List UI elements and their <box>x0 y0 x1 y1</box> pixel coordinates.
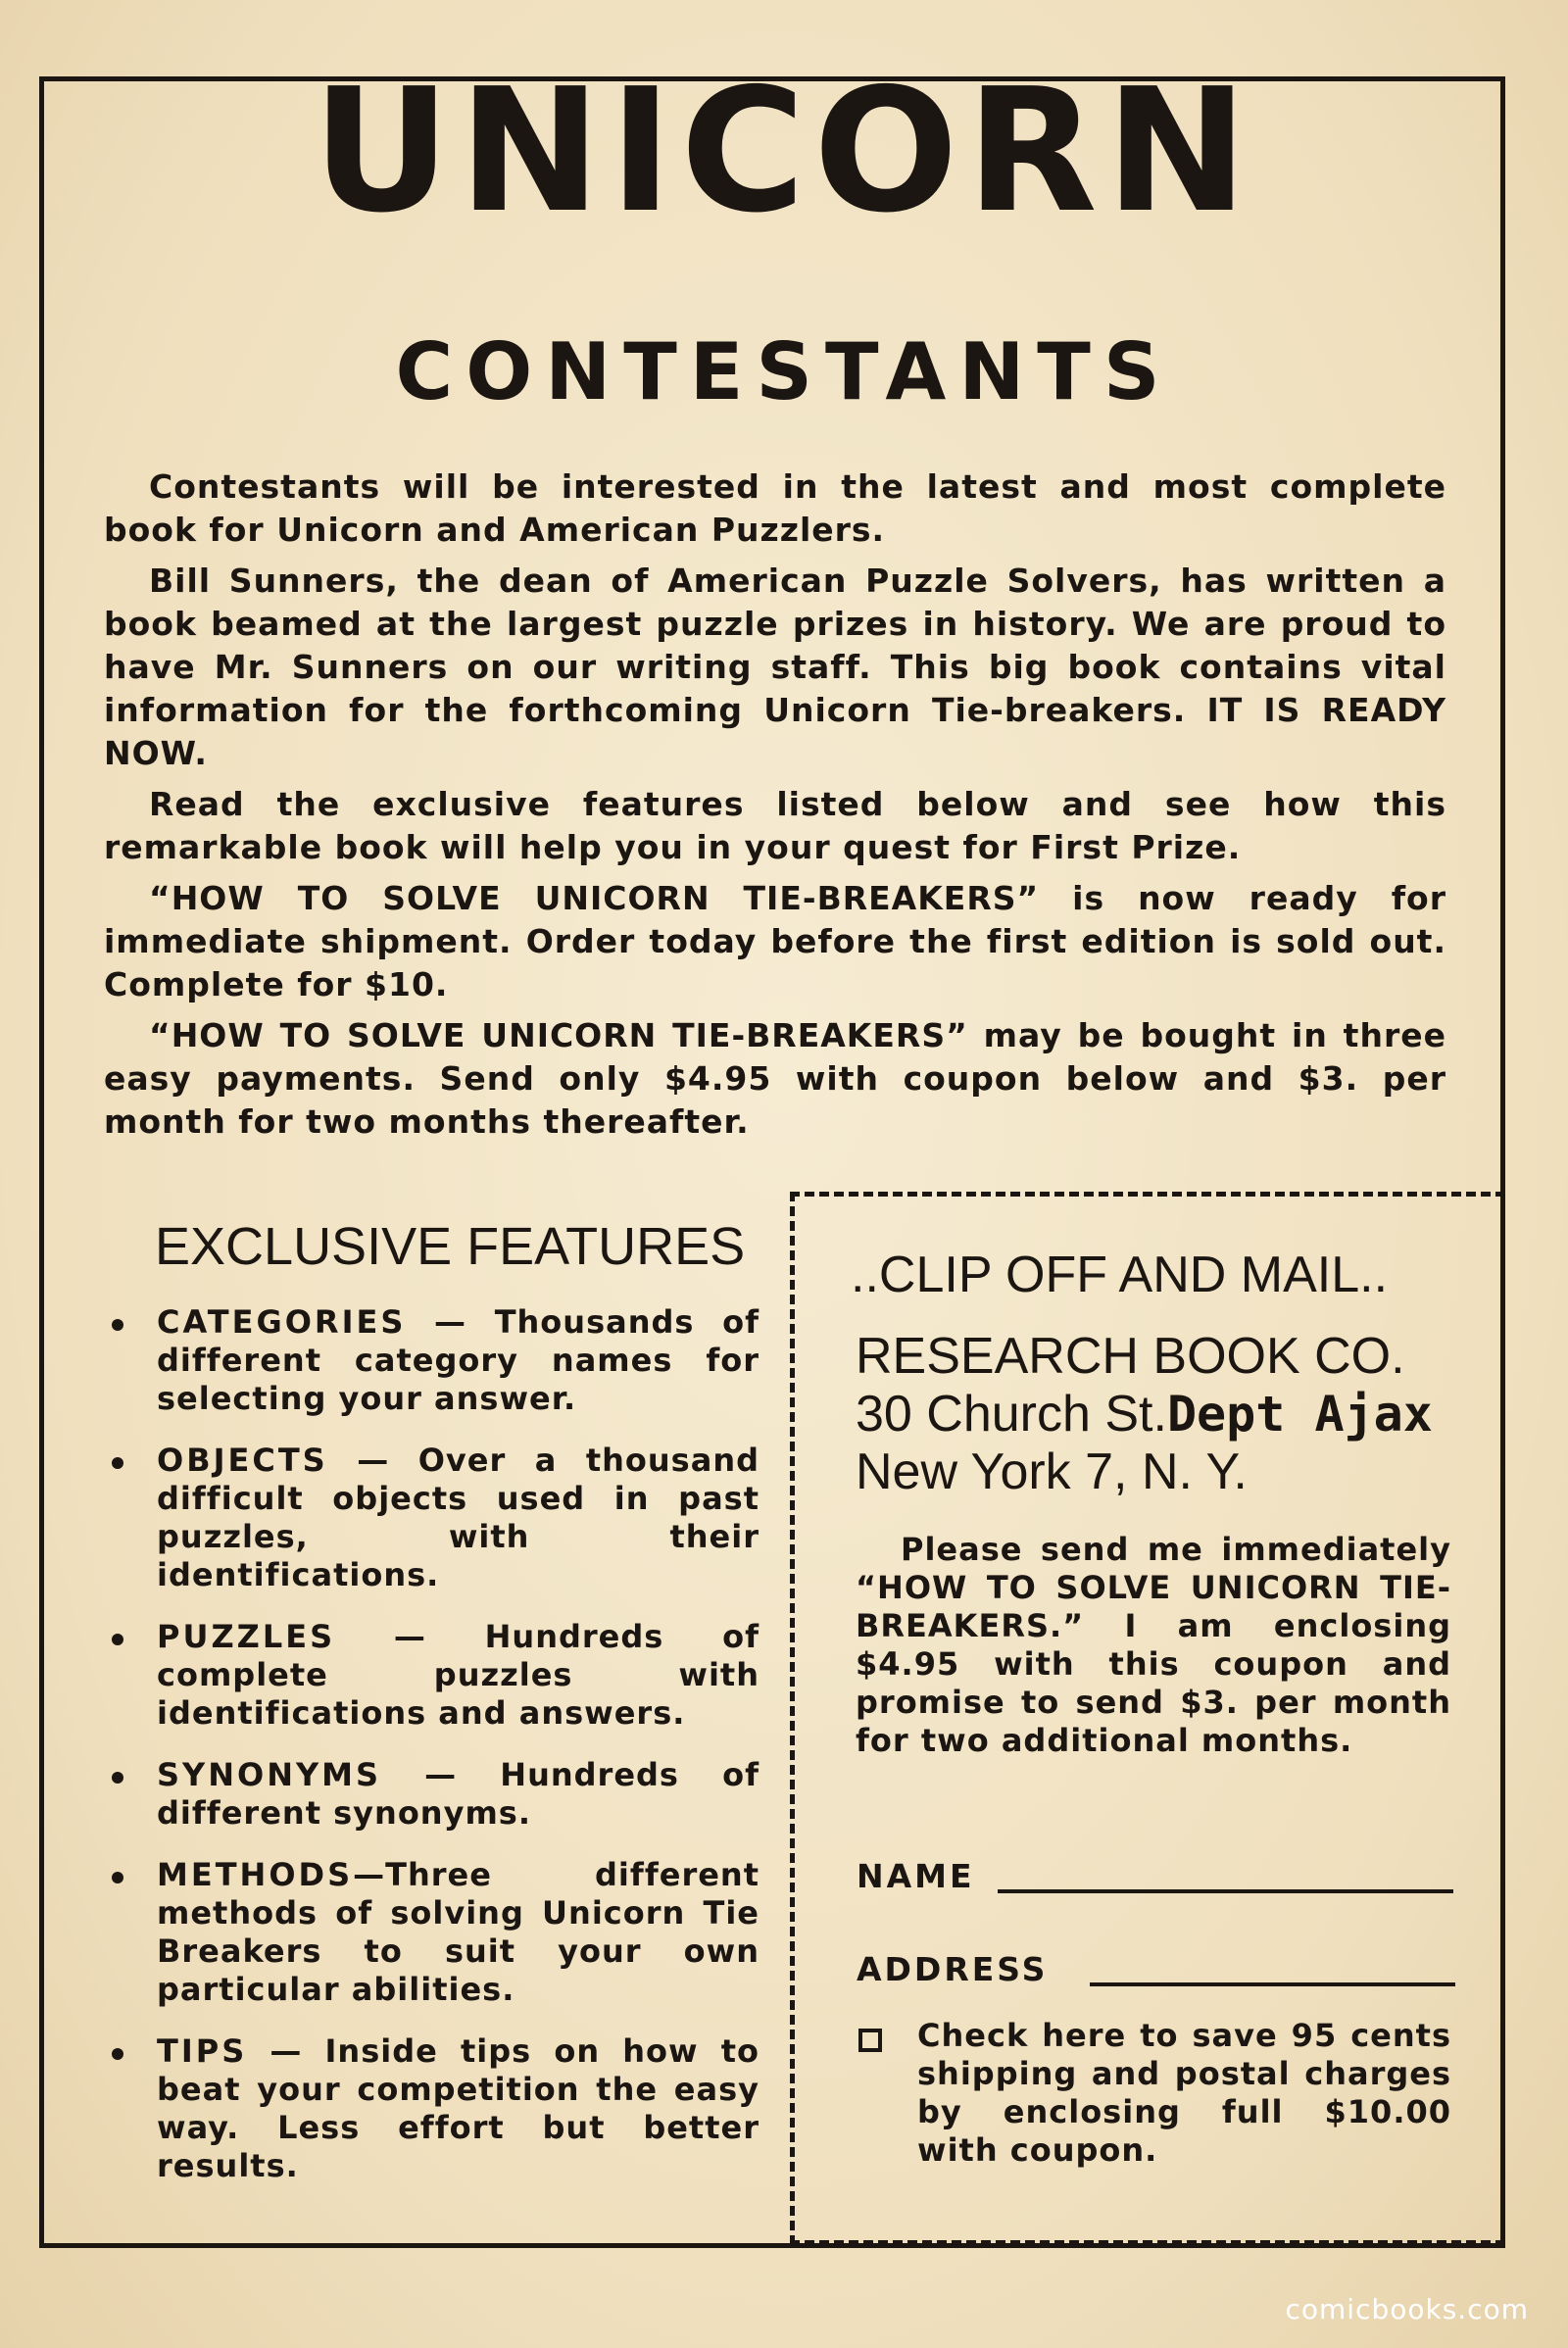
feature-name: PUZZLES <box>157 1618 336 1655</box>
bullet-icon <box>112 1319 123 1331</box>
subheadline: CONTESTANTS <box>395 326 1173 417</box>
clip-instruction: ..CLIP OFF AND MAIL.. <box>851 1247 1389 1303</box>
feature-description: — Hundreds of different synonyms. <box>157 1756 760 1832</box>
mailing-address <box>856 1328 1433 1501</box>
feature-name: SYNONYMS <box>157 1756 382 1793</box>
feature-description: — Thousands of different category names for selecting your answer. <box>157 1303 760 1417</box>
feature-item <box>108 1442 760 1594</box>
intro-paragraph: “HOW TO SOLVE UNICORN TIE-BREAKERS” is now ready for immediate shipment. Order today before the first edition is sold out. Complete for $10. <box>104 879 1446 1003</box>
checkbox-label: Check here to save 95 cents shipping and postal charges by enclosing full $10.00 with coupon. <box>917 2017 1451 2169</box>
street-line <box>856 1386 1433 1443</box>
intro-paragraph: “HOW TO SOLVE UNICORN TIE-BREAKERS” may be bought in three easy payments. Send only $4.95 with coupon below and $3. per month for two months thereafter. <box>104 1016 1446 1141</box>
feature-name: OBJECTS <box>157 1442 328 1479</box>
intro-paragraph: Contestants will be interested in the latest and most complete book for Unicorn and American Puzzlers. <box>104 467 1446 549</box>
intro-paragraph: Read the exclusive features listed below and see how this remarkable book will help you in your quest for First Prize. <box>104 785 1446 866</box>
feature-description: — Inside tips on how to beat your competition the easy way. Less effort but better results. <box>157 2032 760 2184</box>
city-line: New York 7, N. Y. <box>856 1443 1248 1500</box>
feature-name: TIPS <box>157 2032 248 2070</box>
feature-description: — Hundreds of complete puzzles with identifications and answers. <box>157 1618 760 1732</box>
feature-item <box>108 1756 760 1833</box>
bullet-icon <box>112 1457 123 1469</box>
department-stamp: Dept Ajax <box>1166 1386 1433 1443</box>
company-name: RESEARCH BOOK CO. <box>856 1328 1405 1385</box>
intro-paragraph: Bill Sunners, the dean of American Puzzle Solvers, has written a book beamed at the largest puzzle prizes in history. We are proud to have Mr. Sunners on our writing staff. This big book contains vital information for the forthcoming Unicorn Tie-breakers. IT IS READY NOW. <box>104 562 1446 772</box>
bullet-icon <box>112 1872 123 1883</box>
feature-name: CATEGORIES <box>157 1303 407 1341</box>
bullet-icon <box>112 2048 123 2060</box>
address-field[interactable] <box>1090 1982 1455 1986</box>
name-label: NAME <box>857 1857 975 1895</box>
bullet-icon <box>112 1634 123 1645</box>
street-address: 30 Church St. <box>856 1386 1167 1443</box>
bullet-icon <box>112 1772 123 1784</box>
feature-item <box>108 2032 760 2185</box>
feature-item <box>108 1618 760 1733</box>
address-label: ADDRESS <box>857 1950 1049 1988</box>
feature-description: — Over a thousand difficult objects used in past puzzles, with their identifications. <box>157 1442 760 1593</box>
feature-description: —Three different methods of solving Unicorn Tie Breakers to suit your own particular abilities. <box>157 1856 760 2008</box>
intro-text <box>104 465 1446 1151</box>
feature-name: METHODS <box>157 1856 354 1893</box>
order-text: Please send me immediately “HOW TO SOLVE UNICORN TIE-BREAKERS.” I am enclosing $4.95 with this coupon and promise to send $3. per month for two additional months. <box>856 1531 1451 1759</box>
watermark: comicbooks.com <box>1285 2293 1529 2325</box>
headline: UNICORN <box>312 52 1256 251</box>
feature-item <box>108 1303 760 1418</box>
checkbox-icon[interactable] <box>858 2029 882 2052</box>
feature-item <box>108 1856 760 2009</box>
features-title: EXCLUSIVE FEATURES <box>155 1217 746 1276</box>
features-list <box>108 1303 760 2209</box>
name-field[interactable] <box>998 1889 1453 1893</box>
